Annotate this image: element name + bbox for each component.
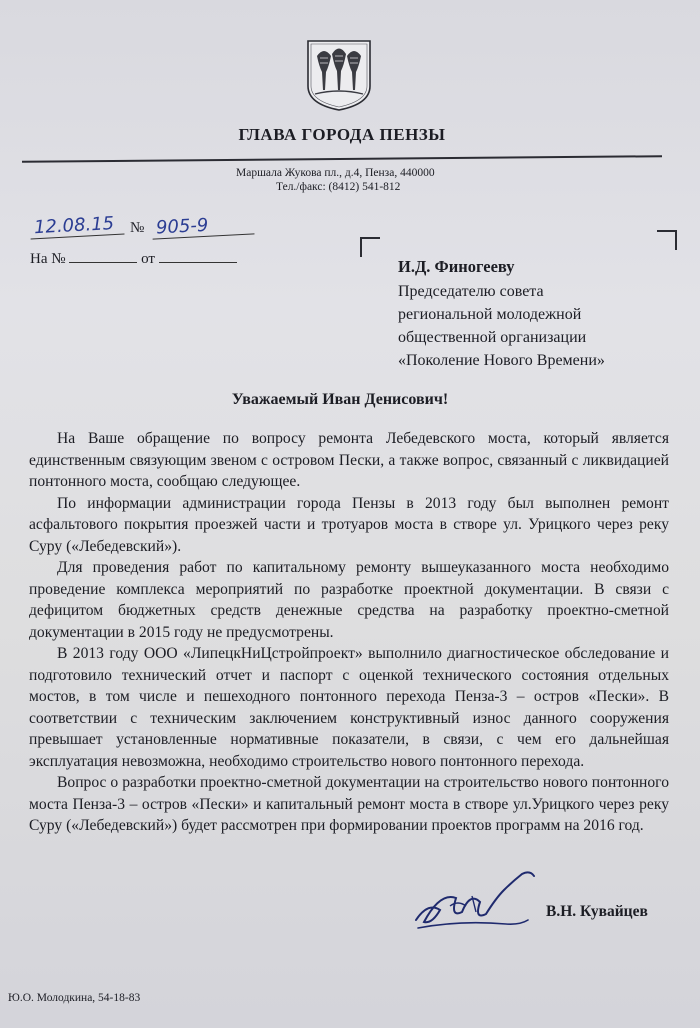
salutation: Уважаемый Иван Денисович! bbox=[231, 391, 449, 408]
reference-number-blank bbox=[69, 250, 137, 263]
registration-number: 905-9 bbox=[152, 212, 255, 239]
reference-number-label: На № bbox=[30, 251, 66, 267]
addressee-line: «Поколение Нового Времени» bbox=[398, 352, 605, 369]
addressee-line: региональной молодежной bbox=[398, 306, 582, 323]
handwritten-signature bbox=[410, 862, 540, 937]
phone-fax-line: Тел./факс: (8412) 541-812 bbox=[276, 181, 401, 193]
header-divider bbox=[22, 155, 662, 163]
coat-of-arms-icon bbox=[305, 38, 373, 112]
issuer-address bbox=[236, 166, 435, 194]
body-paragraph: Для проведения работ по капитальному ремонту вышеуказанного моста необходимо проведение комплекса мероприятий по разработке проектной документации. В связи с дефицитом бюджетных средств денежные средства на разработку проектно-сметной документации в 2015 году не предусмотрены. bbox=[29, 559, 669, 641]
reference-date-label: от bbox=[141, 251, 155, 267]
body-paragraph: На Ваше обращение по вопросу ремонта Лебедевского моста, который является единственным связующим звеном с островом Пески, а также вопрос, связанный с ликвидацией понтонного моста, сообщаю следующее. bbox=[29, 430, 669, 490]
body-paragraph: По информации администрации города Пензы в 2013 году был выполнен ремонт асфальтового покрытия проезжей части и тротуаров моста в створе ул. Урицкого через реку Суру («Лебедевский»). bbox=[29, 494, 669, 555]
address-bracket-left bbox=[360, 237, 380, 257]
address-bracket-right bbox=[657, 230, 677, 250]
addressee-line: общественной организации bbox=[398, 329, 587, 346]
address-line: Маршала Жукова пл., д.4, Пенза, 440000 bbox=[236, 167, 435, 179]
addressee-line: Председателю совета bbox=[398, 283, 544, 300]
reference-date-blank bbox=[159, 250, 237, 263]
issuer-title: ГЛАВА ГОРОДА ПЕНЗЫ bbox=[238, 125, 446, 144]
reference-line bbox=[30, 250, 237, 268]
signer-name: В.Н. Кувайцев bbox=[546, 903, 648, 920]
registration-line bbox=[30, 215, 254, 237]
body-paragraph: В 2013 году ООО «ЛипецкНиЦстройпроект» выполнило диагностическое обследование и подготовило технический отчет и паспорт с оценкой технического состояния отдельных мостов, в том числе и пешеходного понтонного перехода Пенза-3 – остров «Пески». В соответствии с техническим заключением конструктивный износ данного сооружения превышает установленные нормативные показатели, в связи, с чем его дальнейшая эксплуатация невозможна, необходимо строительство нового понтонного перехода. bbox=[29, 645, 669, 770]
executor-contact: Ю.О. Молодкина, 54-18-83 bbox=[8, 992, 141, 1004]
number-sign: № bbox=[130, 220, 145, 236]
letter-body bbox=[29, 428, 669, 837]
registration-date: 12.08.15 bbox=[29, 213, 124, 240]
addressee-block bbox=[398, 255, 605, 372]
addressee-name: И.Д. Финогееву bbox=[398, 257, 515, 276]
body-paragraph: Вопрос о разработки проектно-сметной документации на строительство нового понтонного моста Пенза-3 – остров «Пески» и капитальный ремонт моста в створе ул.Урицкого через реку Суру («Лебедевский») будет рассмотрен при формировании проектов программ на 2016 год. bbox=[29, 774, 669, 834]
